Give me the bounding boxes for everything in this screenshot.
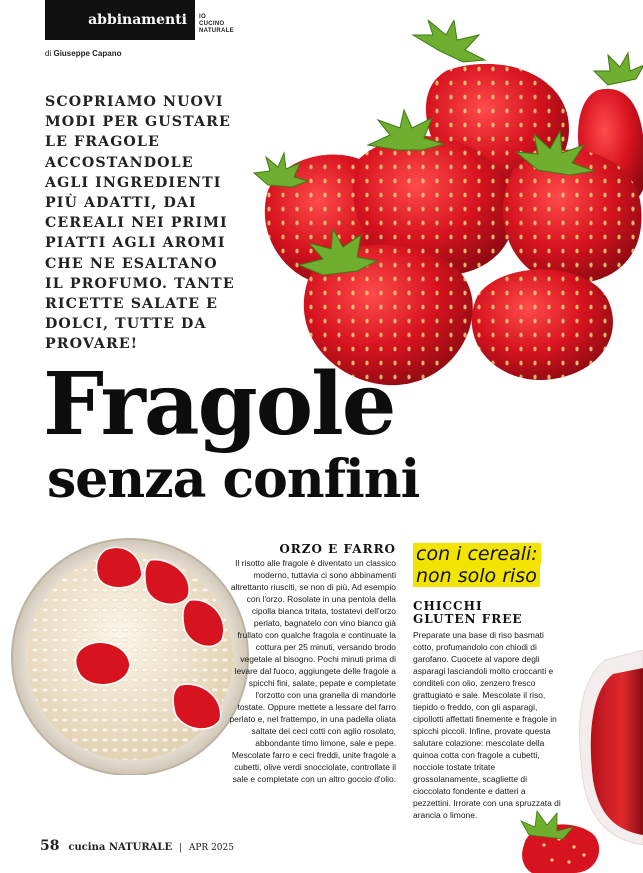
page-number: 58 [40,838,60,854]
chicchi-heading-line1: CHICCHI [413,599,483,613]
brand-line: CUCINO [199,21,225,27]
section-tab: abbinamenti [45,0,195,40]
headline-main: Fragole [43,354,395,455]
byline-prefix: di [45,49,52,58]
highlight-text: con i cereali: non solo riso [413,543,541,587]
byline-author: Giuseppe Capano [53,49,122,58]
brand-line: NATURALE [199,28,234,34]
magazine-name: cucina NATURALE [68,842,173,853]
orzo-bowl-image [10,535,250,775]
strawberries-image [248,20,643,400]
issue-date: APR 2025 [188,843,234,853]
headline-sub: senza confini [47,449,420,510]
orzo-heading: ORZO E FARRO [279,542,396,556]
byline [45,49,121,58]
intro-text: SCOPRIAMO NUOVI MODI PER GUSTARE LE FRAGOLE ACCOSTANDOLE AGLI INGREDIENTI PIÙ ADATTI, DAI CEREALI NEI PRIMI PIATTI AGLI AROMI CHE NE ESALTANO IL PROFUMO. TANTE RICETTE SALATE E DOLCI, TUTTE DA PROVARE! [45,94,235,353]
orzo-body: Il risotto alle fragole è diventato un classico moderno, tuttavia ci sono abbinamenti altrettanto riusciti, se non di più. Ad esempio con l'orzo. Rosolate in una pentola della cipolla bianca tritata, tostatevi dell'orzo perlato, bagnatelo con vino bianco già frullato con qualche fragola e continuate la cottura per 25 minuti, versando brodo vegetale al bisogno. Pochi minuti prima di levare dal fuoco, aggiungete delle fragole a spicchi fini, salate, pepate e completate l'orzotto con una granella di mandorle tostate. Oppure mettete a lessare del farro perlato e, nel frattempo, in una padella oliata saltate dei ceci cotti con aglio rosolato, abbondante timo limone, sale e pepe. Mescolate farro e ceci freddi, unite fragole a cubetti, olive verdi snocciolate, controllate il sale e completate con un altro goccio d'olio. [229,558,396,784]
chicchi-heading [413,600,533,626]
highlight-callout [413,543,563,587]
strawberry-small-image [514,805,604,873]
footer-separator: | [178,843,182,853]
brand-line: IO [199,14,206,20]
chicchi-body: Preparate una base di riso basmati cotto, profumandolo con chiodi di garofano. Cuocete al vapore degli asparagi lasciandoli molto croccanti e conditeli con olio, zenzero fresco grattugiato e sale. Mescolate il riso, tiepido o freddo, con gli asparagi, cipollotti affettati finemente e fragole in spicchi piccoli. Infine, provate questa salutare colazione: mescolate della quinoa cotta con fragole a cubetti, nocciole tostate tritate grossolanamente, scagliette di cioccolato fondente e datteri a pezzettini. Irrorate con una spruzzata di arancia o limone. [413,630,561,820]
page-footer [40,838,234,854]
brand-mini-logo [199,14,234,35]
chicchi-heading-line2: GLUTEN FREE [413,612,523,626]
